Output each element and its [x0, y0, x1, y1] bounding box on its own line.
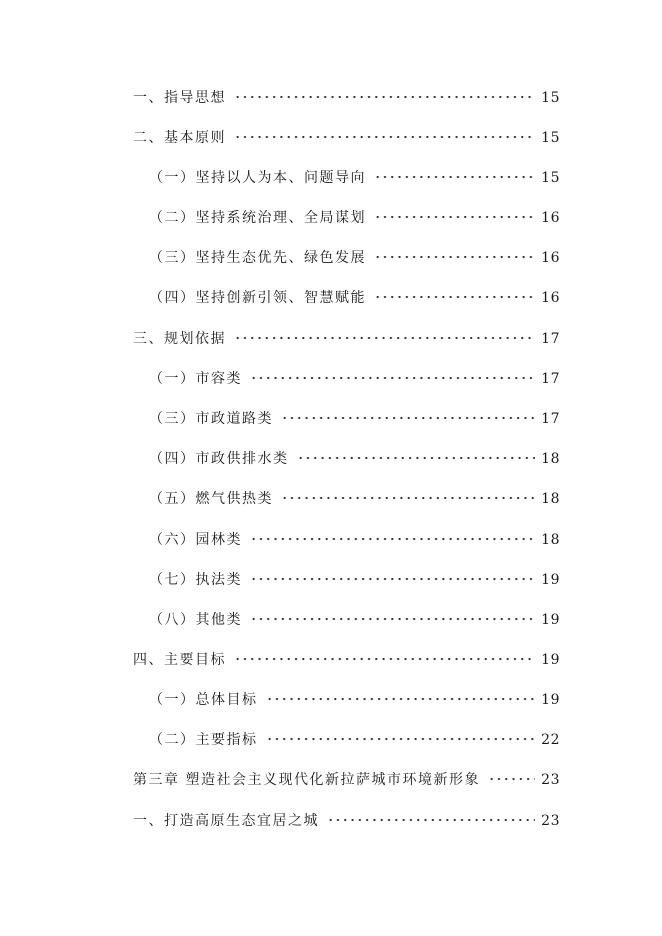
dot-leader	[488, 777, 535, 781]
toc-entry[interactable]	[149, 448, 560, 470]
toc-entry[interactable]	[133, 810, 560, 832]
toc-entry-title: （三）坚持生态优先、绿色发展	[149, 250, 366, 266]
dot-leader	[297, 456, 536, 460]
dot-leader	[266, 697, 536, 701]
toc-entry-title: （一）市容类	[149, 371, 242, 387]
dot-leader	[234, 135, 535, 139]
toc-entry[interactable]	[149, 569, 560, 591]
toc-entry-page: 17	[541, 331, 560, 347]
toc-entry[interactable]	[149, 408, 560, 430]
toc-entry-title: 一、打造高原生态宜居之城	[133, 813, 319, 829]
toc-entry-page: 23	[541, 772, 560, 788]
dot-leader	[374, 215, 535, 219]
dot-leader	[234, 657, 535, 661]
toc-entry[interactable]	[149, 689, 560, 711]
toc-entry[interactable]	[149, 247, 560, 269]
toc-entry[interactable]	[149, 287, 560, 309]
toc-entry-title: 三、规划依据	[133, 331, 226, 347]
toc-entry-title: （一）坚持以人为本、问题导向	[149, 170, 366, 186]
toc-entry-page: 18	[541, 451, 560, 467]
dot-leader	[374, 295, 535, 299]
toc-entry-page: 19	[541, 652, 560, 668]
toc-entry-title: （五）燃气供热类	[149, 491, 273, 507]
toc-entry[interactable]	[133, 328, 560, 350]
toc-entry-page: 23	[541, 813, 560, 829]
toc-entry-title: （四）市政供排水类	[149, 451, 289, 467]
toc-entry-page: 17	[541, 371, 560, 387]
toc-entry-page: 16	[541, 290, 560, 306]
dot-leader	[374, 175, 535, 179]
dot-leader	[281, 496, 535, 500]
dot-leader	[250, 577, 535, 581]
toc-entry-page: 18	[541, 491, 560, 507]
toc-entry-title: （三）市政道路类	[149, 411, 273, 427]
dot-leader	[374, 255, 535, 259]
toc-entry[interactable]	[149, 207, 560, 229]
toc-entry[interactable]	[149, 729, 560, 751]
toc-entry[interactable]	[149, 529, 560, 551]
toc-entry-title: 一、指导思想	[133, 90, 226, 106]
toc-entry-page: 16	[541, 210, 560, 226]
toc-entry[interactable]	[133, 127, 560, 149]
toc-entry-page: 22	[541, 732, 560, 748]
toc-entry-title: （四）坚持创新引领、智慧赋能	[149, 290, 366, 306]
toc-entry-title: 第三章 塑造社会主义现代化新拉萨城市环境新形象	[133, 772, 480, 788]
dot-leader	[234, 95, 535, 99]
toc-entry[interactable]	[149, 368, 560, 390]
toc-entry-title: （六）园林类	[149, 532, 242, 548]
dot-leader	[266, 737, 536, 741]
toc-entry-title: 四、主要目标	[133, 652, 226, 668]
toc-entry-page: 17	[541, 411, 560, 427]
toc-entry-title: （七）执法类	[149, 572, 242, 588]
dot-leader	[250, 617, 535, 621]
toc-entry-title: （八）其他类	[149, 612, 242, 628]
toc-entry-page: 16	[541, 250, 560, 266]
dot-leader	[234, 336, 535, 340]
toc-entry-page: 15	[541, 90, 560, 106]
toc-entry-page: 19	[541, 572, 560, 588]
dot-leader	[250, 376, 535, 380]
dot-leader	[250, 537, 535, 541]
toc-entry-page: 15	[541, 170, 560, 186]
toc-entry-page: 18	[541, 532, 560, 548]
toc-entry[interactable]	[149, 488, 560, 510]
dot-leader	[327, 818, 535, 822]
toc-entry-title: （二）主要指标	[149, 732, 258, 748]
toc-entry-title: （一）总体目标	[149, 692, 258, 708]
toc-entry-title: （二）坚持系统治理、全局谋划	[149, 210, 366, 226]
toc-entry-page: 19	[541, 692, 560, 708]
toc-entry-page: 19	[541, 612, 560, 628]
dot-leader	[281, 416, 535, 420]
toc-entry[interactable]	[149, 609, 560, 631]
toc-entry[interactable]	[133, 769, 560, 791]
toc-entry-title: 二、基本原则	[133, 130, 226, 146]
toc-entry[interactable]	[133, 87, 560, 109]
toc-entry[interactable]	[133, 649, 560, 671]
toc-entry-page: 15	[541, 130, 560, 146]
toc-entry[interactable]	[149, 167, 560, 189]
